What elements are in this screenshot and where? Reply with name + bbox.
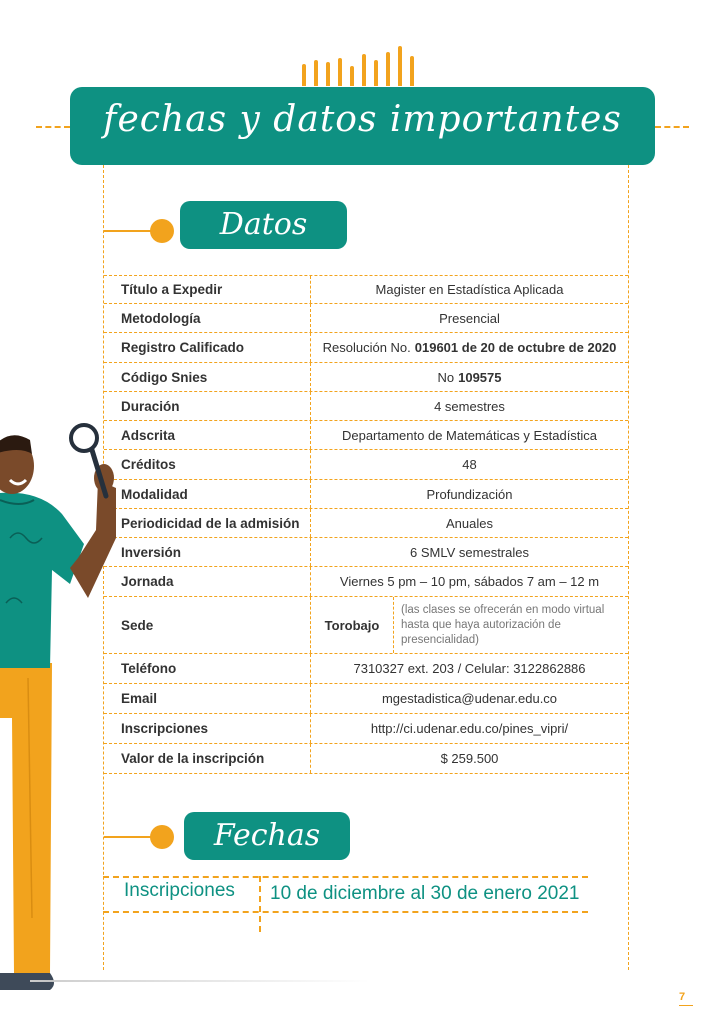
- magnifying-glass-icon: [66, 420, 110, 500]
- table-row: [104, 567, 628, 597]
- table-row: [104, 714, 628, 744]
- row-value: Profundización: [310, 480, 628, 508]
- row-value: 4 semestres: [310, 392, 628, 420]
- row-label: Inscripciones: [121, 721, 209, 736]
- table-row: [104, 509, 628, 538]
- fechas-bullet: [150, 825, 174, 849]
- row-value: 48: [310, 450, 628, 479]
- row-label: Créditos: [121, 457, 176, 472]
- table-row: [104, 480, 628, 509]
- table-row: [104, 450, 628, 480]
- row-label: Valor de la inscripción: [121, 751, 265, 766]
- table-row: [104, 363, 628, 392]
- inscripciones-url: http://ci.udenar.edu.co/pines_vipri/: [310, 714, 628, 743]
- row-label: Teléfono: [121, 661, 177, 676]
- row-label: Código Snies: [121, 369, 208, 385]
- row-value: Anuales: [310, 509, 628, 537]
- row-value-text: No: [437, 369, 455, 385]
- row-label: Sede: [121, 617, 154, 633]
- datos-heading: Datos: [180, 201, 347, 249]
- table-row: [104, 654, 628, 684]
- table-row: [104, 333, 628, 363]
- fechas-divider: [259, 876, 261, 932]
- table-row: [104, 304, 628, 333]
- title-dash-right: [655, 126, 689, 128]
- title-banner: [70, 87, 655, 165]
- row-value-bold: 019601 de 20 de octubre de 2020: [414, 340, 617, 355]
- row-value: [310, 363, 628, 391]
- row-value: 7310327 ext. 203 / Celular: 3122862886: [310, 654, 628, 683]
- table-row: [104, 538, 628, 567]
- row-value-bold: 109575: [458, 369, 502, 385]
- page-title: fechas y datos importantes: [103, 99, 622, 140]
- row-label: Registro Calificado: [121, 340, 245, 355]
- page-number-underline: [679, 1005, 693, 1006]
- table-row: [104, 744, 628, 774]
- row-value: Presencial: [310, 304, 628, 332]
- table-row-sede: [104, 597, 628, 654]
- row-label: Adscrita: [121, 427, 176, 443]
- row-value: 6 SMLV semestrales: [310, 538, 628, 566]
- fechas-line-bottom: [103, 911, 588, 913]
- page-number: 7: [679, 991, 686, 1003]
- sede-note: (las clases se ofrecerán en modo virtual hasta que haya autorización de presencialidad): [393, 597, 628, 653]
- fechas-label: Inscripciones: [124, 880, 235, 901]
- row-label: Metodología: [121, 310, 201, 326]
- datos-table: [104, 275, 628, 774]
- fechas-value: 10 de diciembre al 30 de enero 2021: [270, 883, 580, 904]
- fechas-line-top: [103, 876, 588, 878]
- fechas-heading: Fechas: [184, 812, 350, 860]
- bottom-rule: [30, 980, 370, 982]
- person-illustration: [0, 418, 130, 998]
- table-row: [104, 275, 628, 304]
- datos-bullet: [150, 219, 174, 243]
- row-label: Periodicidad de la admisión: [121, 515, 300, 531]
- row-value: Departamento de Matemáticas y Estadística: [310, 421, 628, 449]
- row-label: Duración: [121, 398, 180, 414]
- row-label: Email: [121, 691, 158, 706]
- bar-chart-decoration: [302, 44, 422, 86]
- frame-line-right: [628, 165, 629, 970]
- email-value: mgestadistica@udenar.edu.co: [310, 684, 628, 713]
- row-label: Modalidad: [121, 486, 188, 502]
- sede-name: Torobajo: [310, 597, 393, 653]
- table-row: [104, 392, 628, 421]
- row-value: $ 259.500: [310, 744, 628, 773]
- row-value: [310, 333, 628, 362]
- row-label: Inversión: [121, 544, 182, 560]
- row-value-text: Resolución No.: [322, 340, 411, 355]
- table-row: [104, 684, 628, 714]
- row-label: Título a Expedir: [121, 282, 223, 297]
- row-label: Jornada: [121, 574, 174, 589]
- row-value: Magister en Estadística Aplicada: [310, 276, 628, 303]
- row-value: Viernes 5 pm – 10 pm, sábados 7 am – 12 m: [310, 567, 628, 596]
- table-row: [104, 421, 628, 450]
- title-dash-left: [36, 126, 70, 128]
